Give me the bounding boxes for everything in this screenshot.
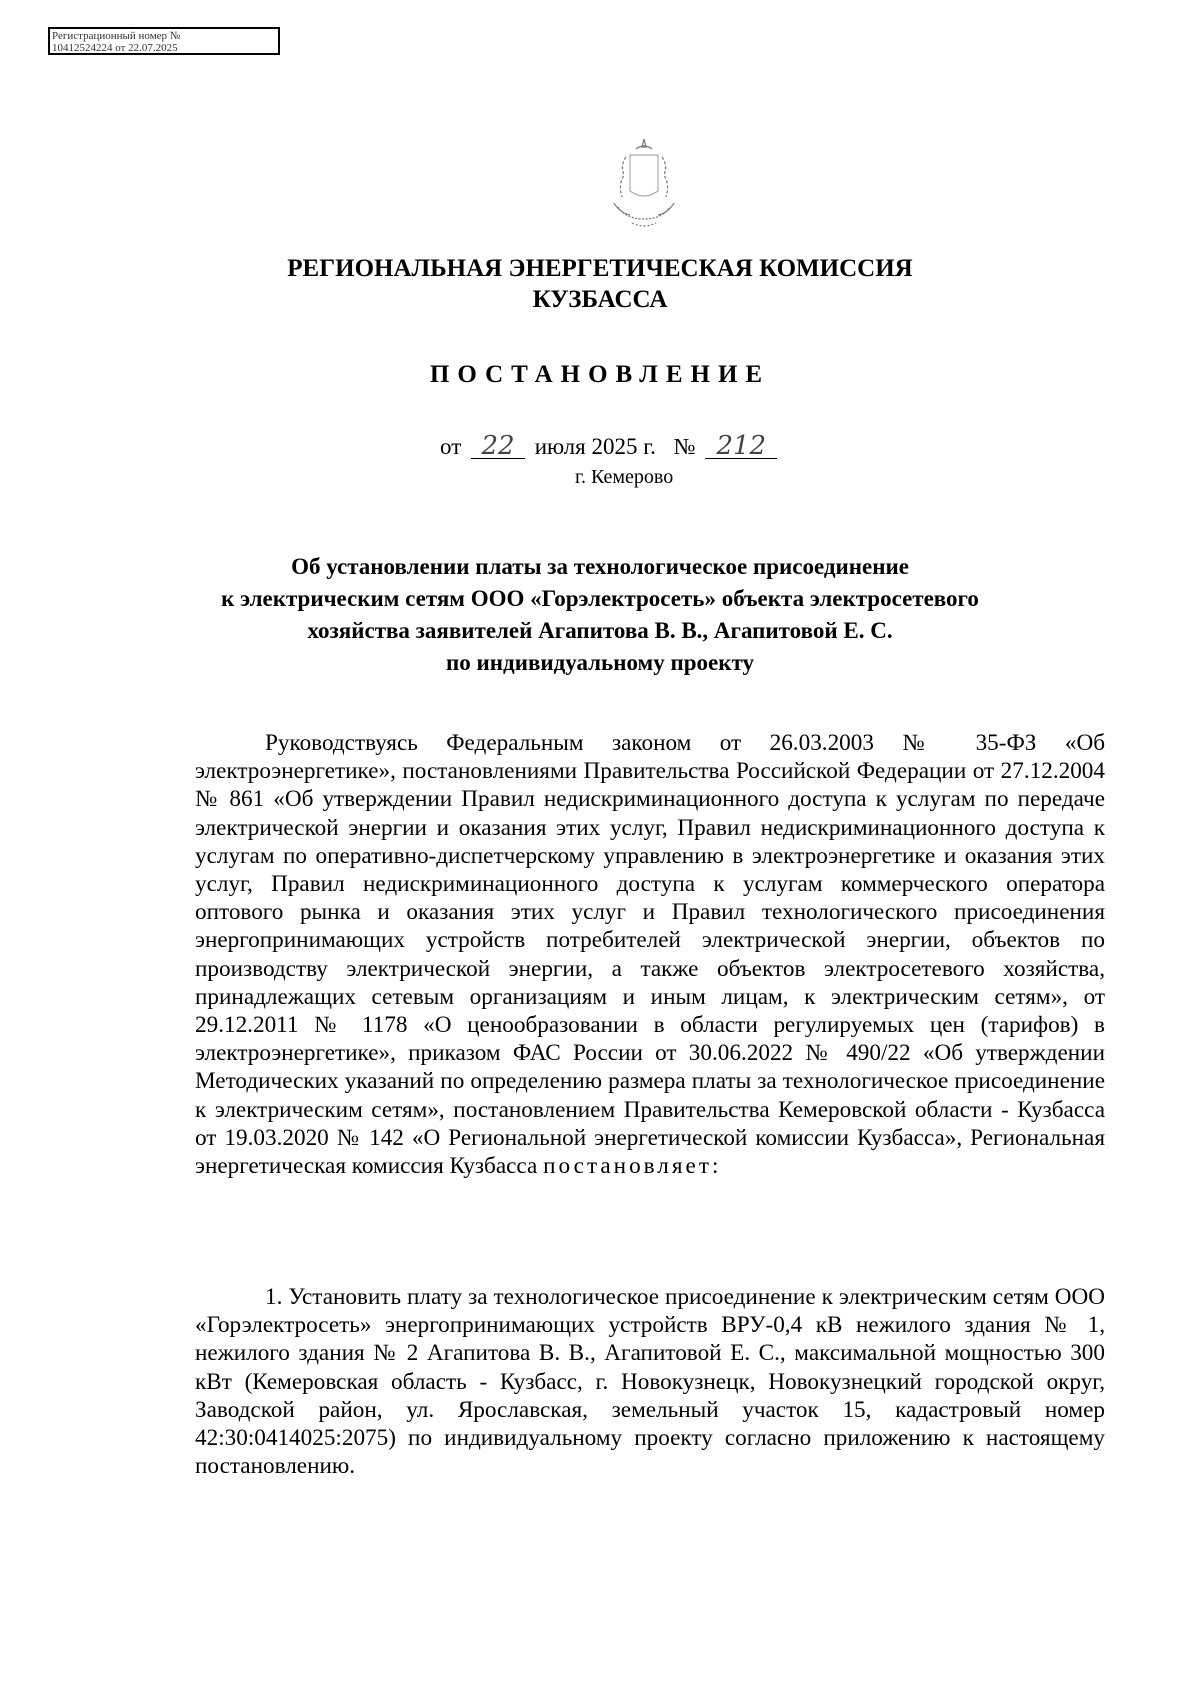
date-month-year: июля 2025 г. bbox=[534, 434, 656, 459]
number-sign: № bbox=[673, 434, 696, 459]
date-line bbox=[440, 433, 860, 461]
date-day: 22 bbox=[471, 434, 525, 459]
title-line-1: Об установлении платы за технологическое присоединение bbox=[291, 554, 909, 579]
organization-line-2: КУЗБАССА bbox=[532, 286, 668, 313]
decree-word: постановляет: bbox=[543, 1153, 722, 1180]
date-prefix: от bbox=[440, 434, 462, 459]
title-line-4: по индивидуальному проекту bbox=[446, 650, 754, 675]
preamble-text: Руководствуясь Федеральным законом от 26.03.2003 № 35-ФЗ «Об электроэнергетике», постановлениями Правительства Российской Федерации от 27.12.2004 № 861 «Об утверждении Правил недискриминационного доступа к услугам по передаче электрической энергии и оказания этих услуг, Правил недискриминационного доступа к услугам по оперативно-диспетчерскому управлению в электроэнергетике и оказания этих услуг, Правил недискриминационного доступа к услугам коммерческого оператора оптового рынка и оказания этих услуг и Правил технологического присоединения энергопринимающих устройств потребителей электрической энергии, объектов по производству электрической энергии, а также объектов электросетевого хозяйства, принадлежащих сетевым организациям и иным лицам, к электрическим сетям», от 29.12.2011 № 1178 «О ценообразовании в области регулируемых цен (тарифов) в электроэнергетике», приказом ФАС России от 30.06.2022 № 490/22 «Об утверждении Методических указаний по определению размера платы за технологическое присоединение к электрическим сетям», постановлением Правительства Кемеровской области - Кузбасса от 19.03.2020 № 142 «О Региональной энергетической комиссии Кузбасса», Региональная энергетическая комиссия Кузбасса bbox=[195, 730, 1105, 1180]
registration-line-2: 10412524224 от 22.07.2025 bbox=[52, 42, 178, 54]
registration-line-1: Регистрационный номер № bbox=[52, 30, 181, 42]
city: г. Кемерово bbox=[575, 466, 674, 488]
title-line-3: хозяйства заявителей Агапитова В. В., Агапитовой Е. С. bbox=[307, 618, 893, 643]
coat-of-arms-icon bbox=[606, 135, 682, 235]
document-type: ПОСТАНОВЛЕНИЕ bbox=[429, 361, 771, 388]
organization-name bbox=[150, 253, 1050, 315]
preamble-paragraph bbox=[195, 729, 1105, 1180]
document-number: 212 bbox=[705, 434, 777, 459]
registration-stamp bbox=[48, 27, 280, 55]
item-1-paragraph bbox=[195, 1283, 1105, 1480]
document-title bbox=[140, 551, 1060, 679]
title-line-2: к электрическим сетям ООО «Горэлектросеть» объекта электросетевого bbox=[221, 586, 979, 611]
organization-line-1: РЕГИОНАЛЬНАЯ ЭНЕРГЕТИЧЕСКАЯ КОМИССИЯ bbox=[287, 255, 913, 282]
item-1-text: 1. Установить плату за технологическое присоединение к электрическим сетям ООО «Горэлектросеть» энергопринимающих устройств ВРУ-0,4 кВ нежилого здания № 1, нежилого здания № 2 Агапитова В. В., Агапитовой Е. С., максимальной мощностью 300 кВт (Кемеровская область - Кузбасс, г. Новокузнецк, Новокузнецкий городской округ, Заводской район, ул. Ярославская, земельный участок 15, кадастровый номер 42:30:0414025:2075) по индивидуальному проекту согласно приложению к настоящему постановлению. bbox=[195, 1284, 1105, 1480]
